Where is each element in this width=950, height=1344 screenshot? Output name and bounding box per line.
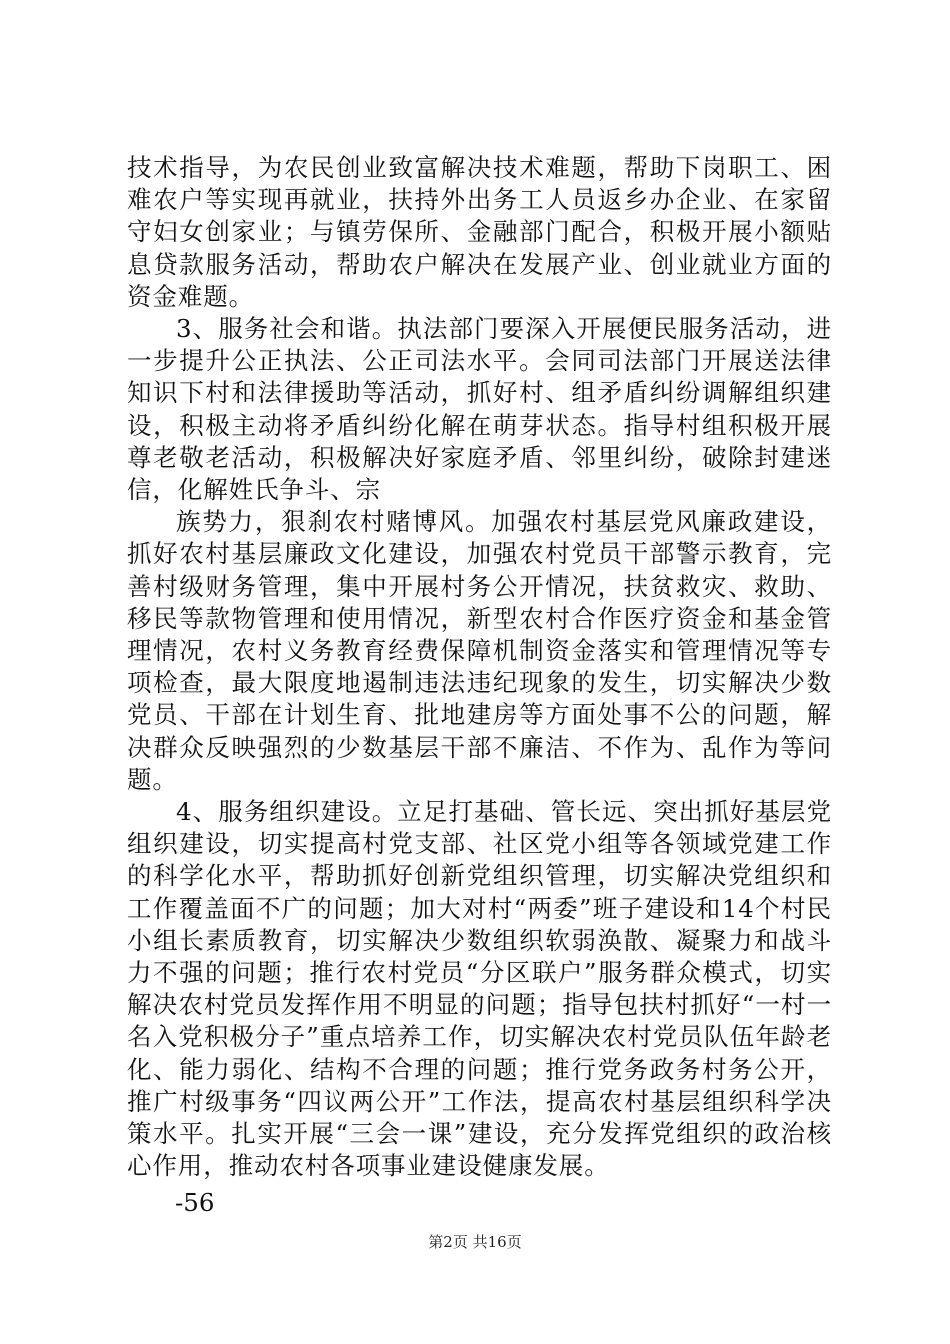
paragraph-organization-building: 4、服务组织建设。立足打基础、管长远、突出抓好基层党组织建设，切实提高村党支部、社区党小组等各领域党建工作的科学化水平，帮助抓好创新党组织管理，切实解决党组织和工作覆盖面不广的问题；加大对村“两委”班子建设和14个村民小组长素质教育，切实解决少数组织软弱涣散、凝聚力和战斗力不强的问题；推行农村党员“分区联户”服务群众模式，切实解决农村党员发挥作用不明显的问题；指导包扶村抓好“一村一名入党积极分子”重点培养工作，切实解决农村党员队伍年龄老化、能力弱化、结构不合理的问题；推行党务政务村务公开，推广村级事务“四议两公开”工作法，提高农村基层组织科学决策水平。扎实开展“三会一课”建设，充分发挥党组织的政治核心作用，推动农村各项事业建设健康发展。	[127, 797, 832, 1181]
paragraph-social-harmony: 3、服务社会和谐。执法部门要深入开展便民服务活动，进一步提升公正执法、公正司法水平。会同司法部门开展送法律知识下村和法律援助等活动，抓好村、组矛盾纠纷调解组织建设，积极主动将矛盾纠纷化解在萌芽状态。指导村组积极开展尊老敬老活动，积极解决好家庭矛盾、邻里纠纷，破除封建迷信，化解姓氏争斗、宗	[127, 314, 832, 505]
paragraph-clan-forces: 族势力，狠刹农村赌博风。加强农村基层党风廉政建设，抓好农村基层廉政文化建设，加强农村党员干部警示教育，完善村级财务管理，集中开展村务公开情况，扶贫救灾、救助、移民等款物管理和使用情况，新型农村合作医疗资金和基金管理情况，农村义务教育经费保障机制资金落实和管理情况等专项检查，最大限度地遏制违法违纪现象的发生，切实解决少数党员、干部在计划生育、批地建房等方面处事不公的问题，解决群众反映强烈的少数基层干部不廉洁、不作为、乱作为等问题。	[127, 507, 832, 794]
paragraph-technical-guidance: 技术指导，为农民创业致富解决技术难题，帮助下岗职工、困难农户等实现再就业，扶持外出务工人员返乡办企业、在家留守妇女创家业；与镇劳保所、金融部门配合，积极开展小额贴息贷款服务活动，帮助农户解决在发展产业、创业就业方面的资金难题。	[127, 153, 832, 311]
inline-page-number: -56	[175, 1187, 215, 1217]
document-body	[127, 152, 832, 1219]
page-footer: 第2页 共16页	[428, 1233, 522, 1251]
